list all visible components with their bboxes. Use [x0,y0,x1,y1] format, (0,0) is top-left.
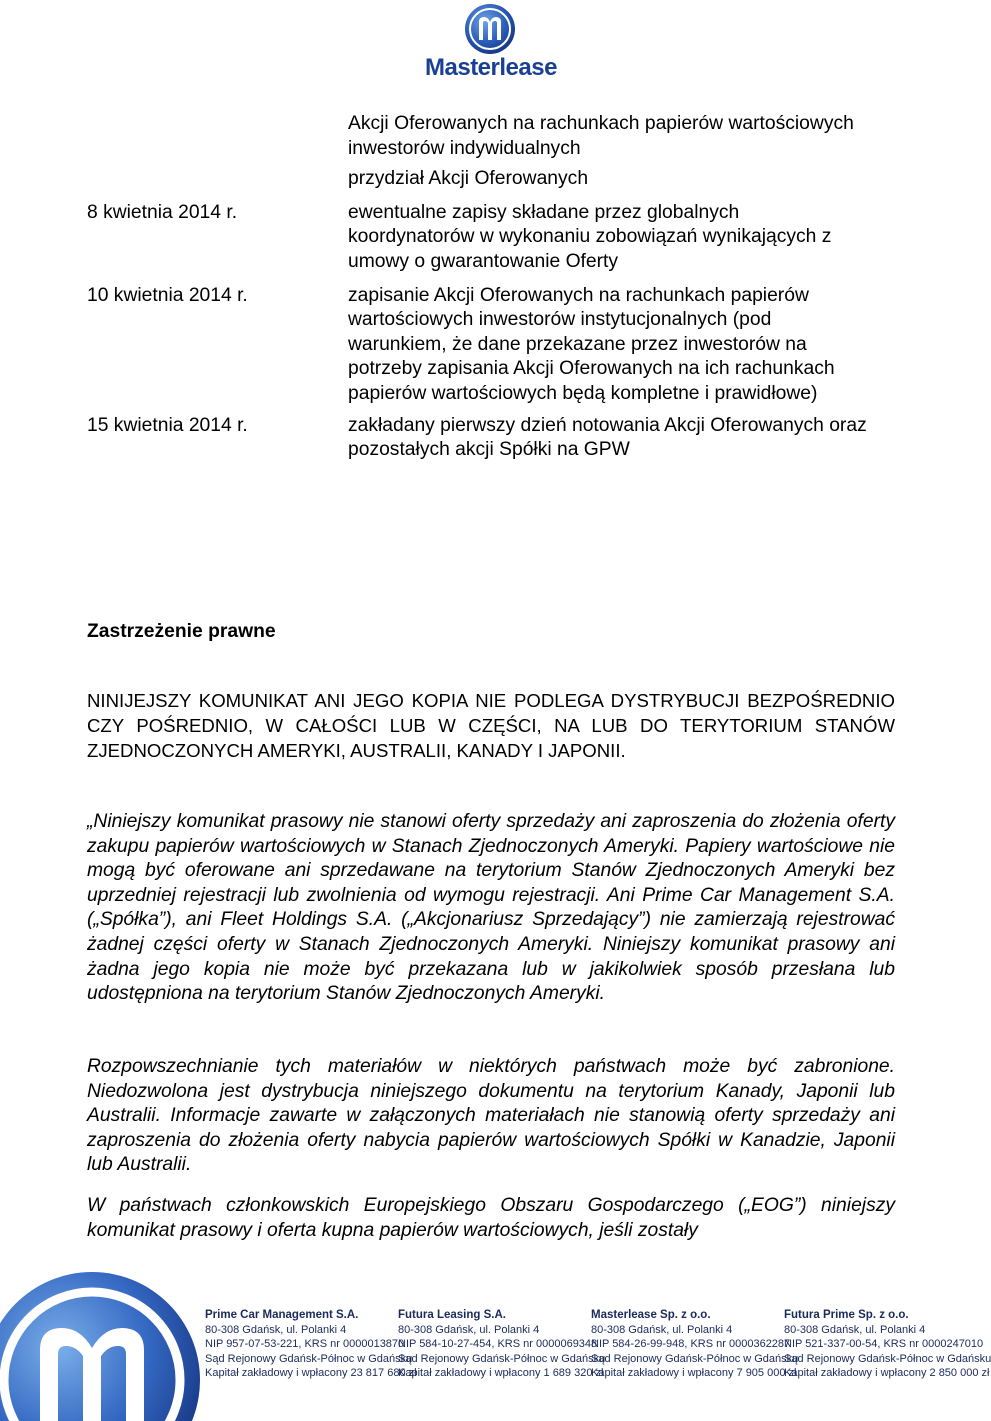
footer-company-court: Sąd Rejonowy Gdańsk-Północ w Gdańsku [205,1352,413,1365]
footer-company-nip: NIP 584-10-27-454, KRS nr 0000069348 [398,1338,598,1351]
schedule-row [87,414,887,463]
masterlease-m-icon [460,2,520,56]
footer-logo [0,1268,195,1416]
footer-company-name: Futura Prime Sp. z o.o. [784,1309,909,1321]
brand-name: Masterlease [425,54,557,81]
footer-company-capital: Kapitał zakładowy i wpłacony 23 817 680 zł [205,1367,417,1380]
footer-company-address: 80-308 Gdańsk, ul. Polanki 4 [398,1323,540,1336]
footer-company [591,1308,798,1381]
footer-company-name: Masterlease Sp. z o.o. [591,1309,711,1321]
footer-company-address: 80-308 Gdańsk, ul. Polanki 4 [784,1323,926,1336]
footer-company-address: 80-308 Gdańsk, ul. Polanki 4 [205,1323,347,1336]
footer-company [398,1308,605,1381]
schedule-desc: ewentualne zapisy składane przez globalnych koordynatorów w wykonaniu zobowiązań wynikających z umowy o gwarantowanie Oferty [348,201,832,272]
disclaimer-paragraph-distribution: Rozpowszechnianie tych materiałów w niektórych państwach może być zabronione. Niedozwolona jest dystrybucja niniejszego dokumentu na terytorium Kanady, Japonii lub Australii. Informacje zawarte w załączonych materiałach nie stanowią oferty sprzedaży ani zaproszenia do złożenia oferty nabycia papierów wartościowych Spółki w Kanadzie, Japonii lub Australii. [87,1056,895,1176]
disclaimer-paragraph-eea: W państwach członkowskich Europejskiego Obszaru Gospodarczego („EOG”) niniejszy komunikat prasowy i oferta kupna papierów wartościowych, jeśli zostały [87,1195,895,1241]
schedule-date: 15 kwietnia 2014 r. [87,414,248,436]
disclaimer-heading: Zastrzeżenie prawne [87,621,276,642]
schedule-date: 10 kwietnia 2014 r. [87,284,248,306]
footer-company-nip: NIP 957-07-53-221, KRS nr 0000013870 [205,1338,405,1351]
schedule-row [87,284,887,407]
schedule-date: 8 kwietnia 2014 r. [87,201,238,223]
schedule-desc: Akcji Oferowanych na rachunkach papierów wartościowych inwestorów indywidualnych [348,113,854,159]
footer-m-icon [0,1268,195,1416]
schedule-row [87,112,887,161]
footer-company-capital: Kapitał zakładowy i wpłacony 2 850 000 zł [784,1367,990,1380]
footer-company-capital: Kapitał zakładowy i wpłacony 7 905 000 zł [591,1367,797,1380]
footer-company-name: Futura Leasing S.A. [398,1309,506,1321]
schedule-table [87,112,887,463]
footer-company-court: Sąd Rejonowy Gdańsk-Północ w Gdańsku [591,1352,799,1365]
disclaimer-paragraph-us: „Niniejszy komunikat prasowy nie stanowi oferty sprzedaży ani zaproszenia do złożenia oferty zakupu papierów wartościowych w Stanach Zjednoczonych Ameryki. Papiery wartościowe nie mogą być oferowane ani sprzedawane na terytorium Stanów Zjednoczonych Ameryki bez uprzedniej rejestracji lub zwolnienia od wymogu rejestracji. Ani Prime Car Management S.A. („Spółka”), ani Fleet Holdings S.A. („Akcjonariusz Sprzedający”) nie zamierzają rejestrować żadnej części oferty w Stanach Zjednoczonych Ameryki. Niniejszy komunikat prasowy ani żadna jego kopia nie może być przekazana lub w jakikolwiek sposób przesłana lub udostępniona na terytorium Stanów Zjednoczonych Ameryki. [87,811,895,1005]
schedule-desc: przydział Akcji Oferowanych [348,168,589,190]
schedule-row [87,167,887,192]
footer-company-address: 80-308 Gdańsk, ul. Polanki 4 [591,1323,733,1336]
footer-company [205,1308,417,1381]
footer-company-capital: Kapitał zakładowy i wpłacony 1 689 320 zł [398,1367,604,1380]
footer-company-court: Sąd Rejonowy Gdańsk-Północ w Gdańsku [398,1352,606,1365]
footer-company-name: Prime Car Management S.A. [205,1309,359,1321]
disclaimer-caps: NINIJEJSZY KOMUNIKAT ANI JEGO KOPIA NIE PODLEGA DYSTRYBUCJI BEZPOŚREDNIO CZY POŚREDNIO, W CAŁOŚCI LUB W CZĘŚCI, NA LUB DO TERYTORIUM STANÓW ZJEDNOCZONYCH AMERYKI, AUSTRALII, KANADY I JAPONII. [87,690,895,761]
footer-company [784,1308,991,1381]
schedule-desc: zakładany pierwszy dzień notowania Akcji Oferowanych oraz pozostałych akcji Spółki na GPW [348,414,867,461]
schedule-row [87,201,887,275]
footer-company-nip: NIP 521-337-00-54, KRS nr 0000247010 [784,1338,984,1351]
footer-company-nip: NIP 584-26-99-948, KRS nr 0000362287 [591,1338,791,1351]
masterlease-logo [425,2,555,84]
schedule-desc: zapisanie Akcji Oferowanych na rachunkach papierów wartościowych inwestorów instytucjonalnych (pod warunkiem, że dane przekazane przez inwestorów na potrzeby zapisania Akcji Oferowanych na ich rachunkach papierów wartościowych będą kompletne i prawidłowe) [348,284,835,404]
footer-company-court: Sąd Rejonowy Gdańsk-Północ w Gdańsku [784,1352,991,1365]
